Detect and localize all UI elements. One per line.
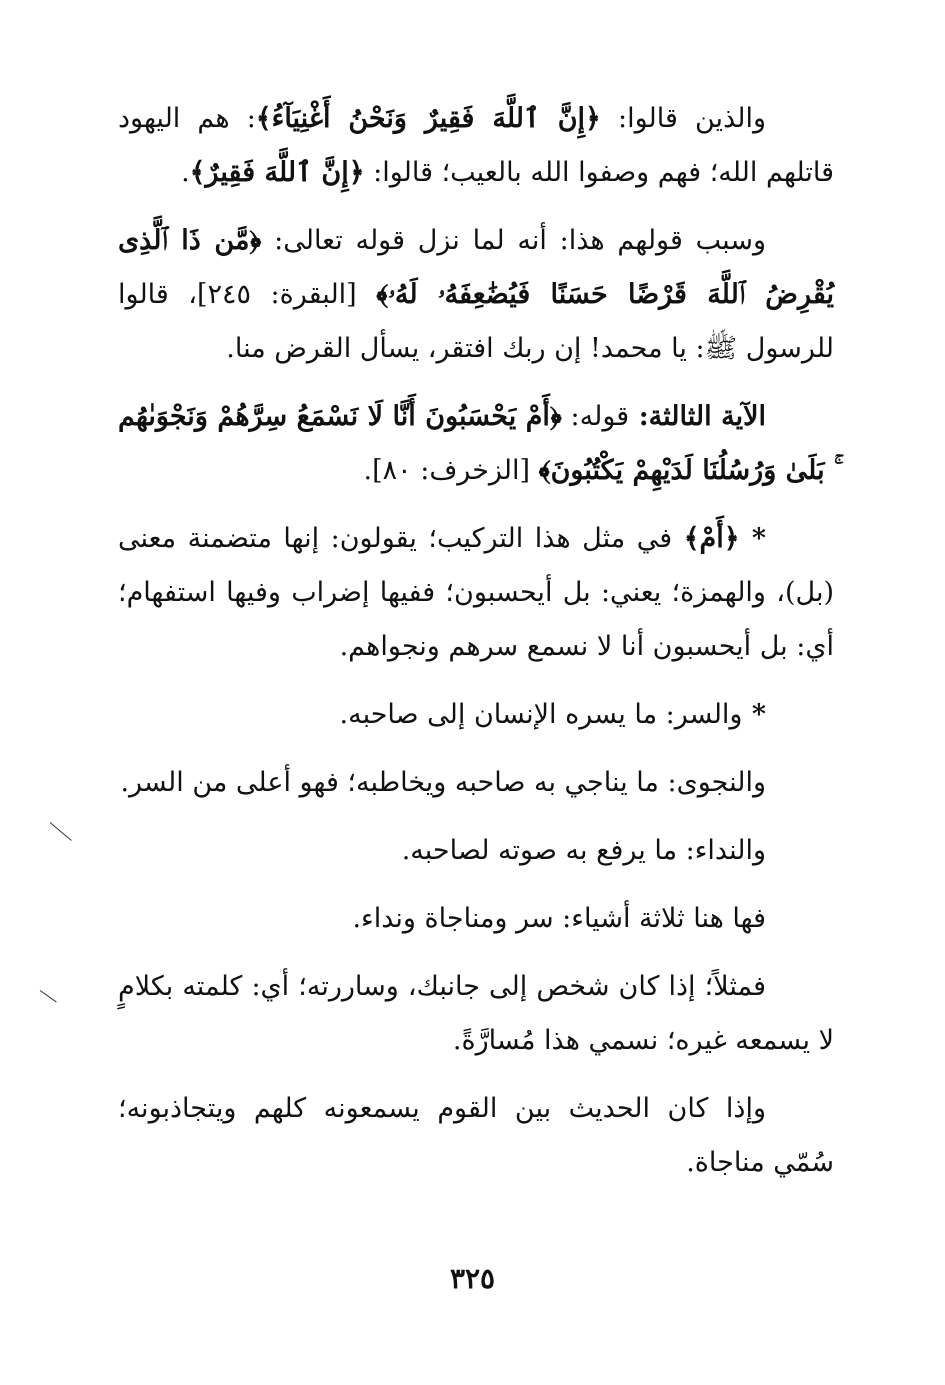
paragraph [118, 824, 834, 878]
quran-quote: ﴿إِنَّ ٱللَّهَ فَقِيرٌ وَنَحْنُ أَغْنِيَآءُ﴾ [255, 103, 601, 134]
paragraph-text: فمثلاً؛ إذا كان شخص إلى جانبك، وساررته؛ أي: كلمته بكلامٍ لا يسمعه غيره؛ نسمي هذا مُسارَّةً. [118, 971, 834, 1056]
paragraph-gap [118, 878, 834, 892]
asterisk-marker: * [742, 699, 766, 730]
paragraph-text: . [181, 157, 190, 188]
paragraph-gap [118, 946, 834, 960]
quran-quote: ﴿أَمْ﴾ [683, 523, 740, 554]
paragraph-text: [الزخرف: ٨٠]. [363, 455, 539, 486]
paragraph [118, 390, 834, 498]
paragraph-text: [البقرة: ٢٤٥]، قالوا للرسول ﷺ: يا محمد! إن ربك افتقر، يسأل القرض منا. [118, 279, 834, 364]
paragraph [118, 960, 834, 1068]
paragraph [118, 512, 834, 674]
page-body [118, 92, 834, 1190]
paragraph-text: وإذا كان الحديث بين القوم يسمعونه كلهم ويتجاذبونه؛ سُمّي مناجاة. [118, 1093, 834, 1178]
paragraph [118, 892, 834, 946]
paragraph [118, 214, 834, 376]
paragraph-gap [118, 742, 834, 756]
paragraph-gap [118, 200, 834, 214]
page-number: ٣٢٥ [449, 1262, 496, 1295]
paragraph-text: والنداء: ما يرفع به صوته لصاحبه. [401, 835, 766, 866]
paragraph-gap [118, 498, 834, 512]
paragraph [118, 688, 834, 742]
quran-quote: ﴿مَّن ذَا ٱلَّذِى يُقْرِضُ ٱللَّهَ قَرْضًا حَسَنًا فَيُضَٰعِفَهُۥ لَهُۥ﴾ [118, 225, 835, 310]
paragraph-text: : هم اليهود قاتلهم الله؛ فهم وصفوا الله بالعيب؛ قالوا: [118, 103, 834, 188]
section-heading: الآية الثالثة: [629, 401, 766, 432]
paragraph-text: والسر: ما يسره الإنسان إلى صاحبه. [339, 699, 743, 730]
paragraph-text: والنجوى: ما يناجي به صاحبه ويخاطبه؛ فهو أعلى من السر. [120, 767, 766, 798]
paragraph-text: في مثل هذا التركيب؛ يقولون: إنها متضمنة معنى (بل)، والهمزة؛ يعني: بل أيحسبون؛ ففيها إضراب وفيها استفهام؛ أي: بل أيحسبون أنا لا نسمع سرهم ونجواهم. [118, 523, 834, 662]
margin-tick-mark [50, 822, 72, 841]
paragraph-gap [118, 376, 834, 390]
paragraph-text: قوله: [561, 401, 630, 432]
margin-tick-mark [40, 990, 57, 1002]
paragraph-gap [118, 674, 834, 688]
paragraph-gap [118, 810, 834, 824]
paragraph-text: والذين قالوا: [600, 103, 767, 134]
paragraph-gap [118, 1068, 834, 1082]
paragraph-text: وسبب قولهم هذا: أنه لما نزل قوله تعالى: [261, 225, 766, 256]
paragraph [118, 92, 834, 200]
paragraph [118, 756, 834, 810]
quran-quote: ﴿أَمْ يَحْسَبُونَ أَنَّا لَا نَسْمَعُ سِرَّهُمْ وَنَجْوَىٰهُم ۚ بَلَىٰ وَرُسُلُنَا لَدَيْهِمْ يَكْتُبُونَ﴾ [118, 401, 834, 486]
paragraph [118, 1082, 834, 1190]
quran-quote: ﴿إِنَّ ٱللَّهَ فَقِيرٌ﴾ [189, 157, 365, 188]
paragraph-text: فها هنا ثلاثة أشياء: سر ومناجاة ونداء. [352, 903, 766, 934]
asterisk-marker: * [739, 523, 766, 554]
